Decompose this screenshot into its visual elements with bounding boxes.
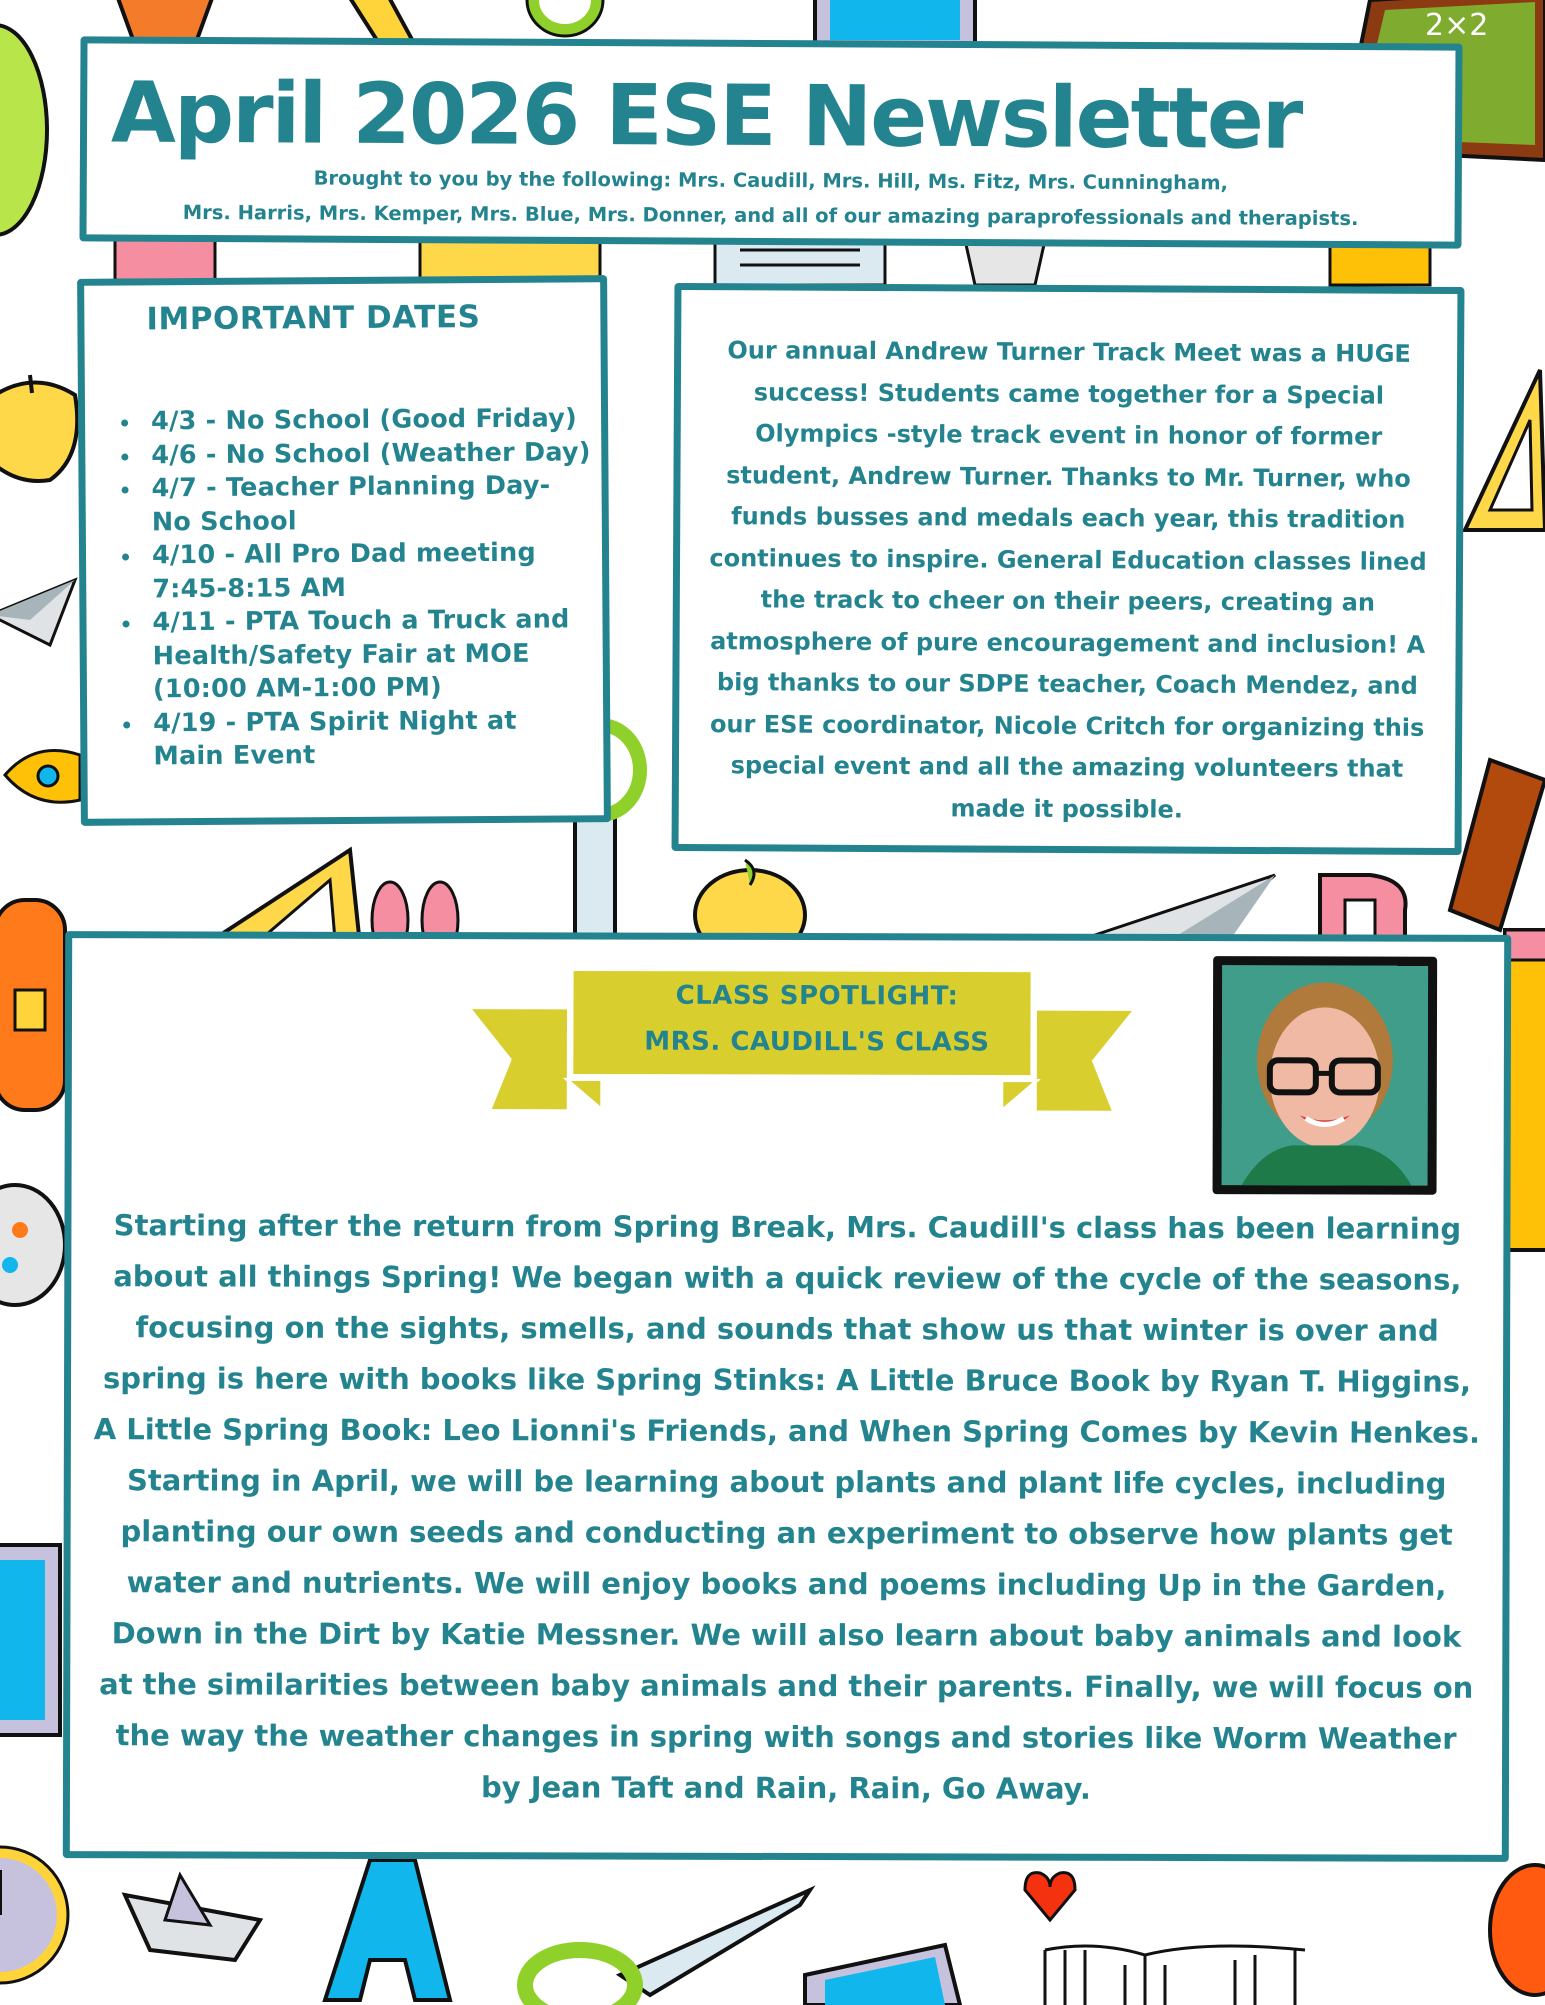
scissors-bottom-icon — [500, 1885, 820, 2000]
letter-b-icon — [1310, 870, 1420, 940]
apple-mid-icon — [690, 860, 810, 940]
teacher-photo — [1213, 956, 1438, 1195]
apple-icon — [0, 375, 80, 485]
class-spotlight-banner — [472, 969, 1132, 1111]
bullet-icon — [121, 420, 128, 427]
banner-text — [572, 969, 1062, 1068]
date-item — [122, 603, 593, 707]
svg-text:2×2: 2×2 — [1425, 8, 1489, 43]
crayon-pink-icon — [105, 240, 225, 280]
paper-plane-icon — [0, 575, 80, 655]
paper-plane-mid-icon — [1080, 870, 1280, 940]
palette-icon — [0, 1180, 70, 1310]
abacus-icon — [1035, 1945, 1315, 2005]
bullet-icon — [122, 554, 129, 561]
portrait-icon — [1222, 965, 1429, 1186]
date-item — [121, 436, 591, 473]
tablet-bottom-icon — [795, 1945, 965, 2005]
globe-icon — [0, 20, 50, 240]
date-item-text: 4/7 - Teacher Planning Day- No School — [151, 470, 551, 537]
ruler-triangle-mid-icon — [200, 845, 370, 945]
envelope-icon — [960, 240, 1050, 285]
date-item-text: 4/3 - No School (Good Friday) — [150, 403, 577, 437]
date-item — [121, 469, 591, 539]
newsletter-title: April 2026 ESE Newsletter — [110, 63, 1302, 168]
heart-icon — [1020, 1865, 1080, 1925]
banner-line-1: CLASS SPOTLIGHT: — [675, 980, 959, 1012]
pencil-mid-icon — [410, 240, 610, 280]
important-dates-list — [121, 402, 594, 774]
bullet-icon — [121, 453, 128, 460]
bullet-icon — [122, 620, 129, 627]
letter-a-icon — [310, 1860, 460, 2000]
banner-line-2: MRS. CAUDILL'S CLASS — [644, 1026, 990, 1058]
track-meet-text: Our annual Andrew Turner Track Meet was a HUGE success! Students came together for a Special Olympics -style track event in honor of former student, Andrew Turner. Thanks to Mr. Turner, who funds busses and medals each year, this tradition continues to inspire. General Education classes lined the track to cheer on their peers, creating an atmosphere of pure encouragement and inclusion! A big thanks to our SDPE teacher, Coach Mendez, and our ESE coordinator, Nicole Critch for organizing this special event and all the amazing volunteers that made it possible. — [709, 336, 1427, 824]
date-item-text: 4/6 - No School (Weather Day) — [151, 436, 591, 470]
class-spotlight-panel — [63, 931, 1511, 1862]
byline-line-2: Mrs. Harris, Mrs. Kemper, Mrs. Blue, Mrs. Donner, and all of our amazing paraprofessionals and therapists. — [182, 200, 1359, 231]
date-item-text: 4/10 - All Pro Dad meeting 7:45-8:15 AM — [151, 537, 536, 604]
newsletter-header — [79, 36, 1462, 248]
scissors-icon — [525, 0, 605, 40]
ruler-triangle-icon — [1460, 360, 1545, 540]
date-item-text: 4/19 - PTA Spirit Night at Main Event — [153, 705, 517, 772]
clock-icon — [0, 1830, 70, 2000]
backpack-icon — [0, 890, 70, 1120]
leaf-icon — [1480, 1860, 1545, 2000]
important-dates-panel — [77, 275, 611, 826]
class-spotlight-text: Starting after the return from Spring Break, Mrs. Caudill's class has been learning about all things Spring! We began with a quick review of the cycle of the seasons, focusing on the sights, smells, and sounds that show us that winter is over and spring is here with books like Spring Stinks: A Little Bruce Book by Ryan T. Higgins, A Little Spring Book: Leo Lionni's Friends, and When Spring Comes by Kevin Henkes. Starting in April, we will be learning about plants and plant life cycles, including planting our own seeds and conducting an experiment to observe how plants get water and nutrients. We will enjoy books and poems including Up in the Garden, Down in the Dirt by Katie Messner. We will also learn about baby animals and look at the similarities between baby animals and their parents. Finally, we will focus on the way the weather changes in spring with songs and stories like Worm Weather by Jean Taft and Rain, Rain, Go Away. — [93, 1208, 1481, 1806]
open-book-icon — [710, 240, 890, 285]
date-item — [123, 704, 593, 774]
important-dates-title: IMPORTANT DATES — [146, 299, 481, 338]
bullet-icon — [122, 487, 129, 494]
track-meet-panel — [672, 283, 1465, 855]
date-item-text: 4/11 - PTA Touch a Truck and Health/Safety Fair at MOE (10:00 AM-1:00 PM) — [152, 604, 570, 705]
paper-boat-icon — [120, 1875, 270, 1965]
book-icon — [0, 1540, 70, 1740]
byline-line-1: Brought to you by the following: Mrs. Caudill, Mrs. Hill, Ms. Fitz, Mrs. Cunningham, — [313, 166, 1229, 195]
date-item — [122, 536, 592, 606]
date-item — [121, 402, 591, 439]
teacher-photo-image — [1222, 965, 1429, 1186]
bullet-icon — [123, 721, 130, 728]
rocket-icon — [0, 740, 80, 810]
